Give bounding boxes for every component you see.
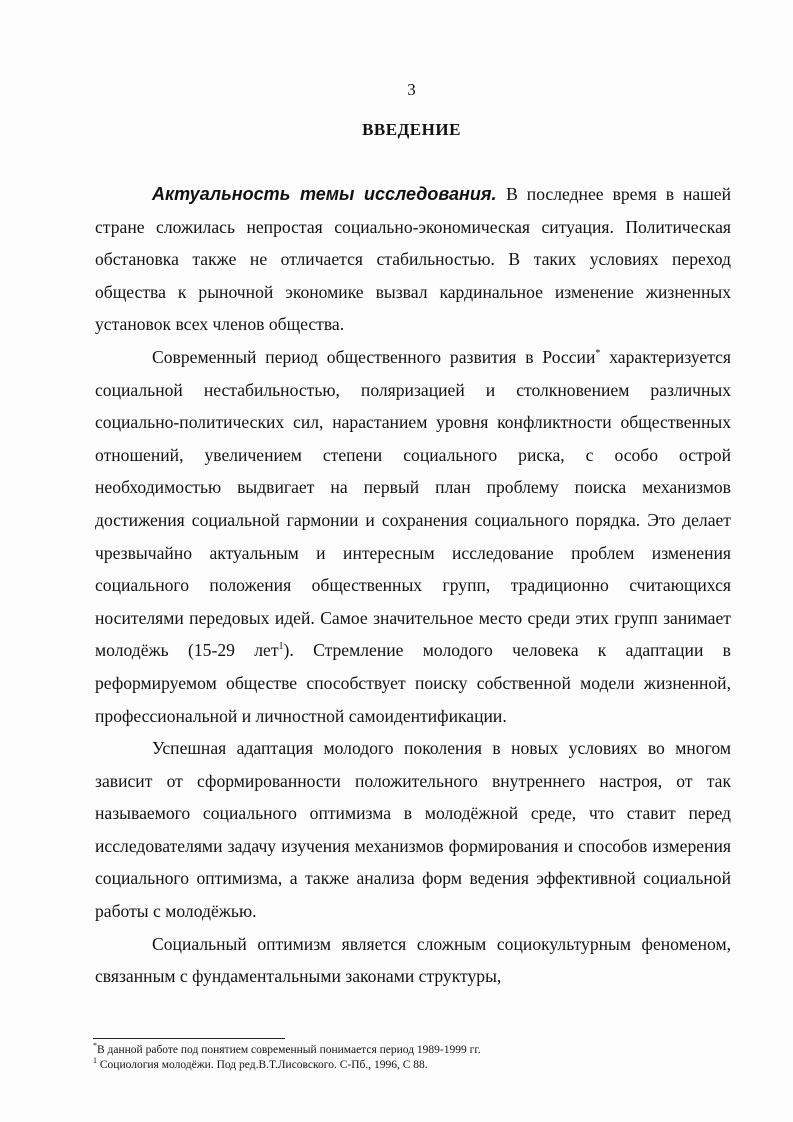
paragraph-2-text-c: ). Стремление молодого человека к адаптации в реформируемом обществе способствует поиску собственной модели жизненной, профессиональной и личностной самоидентификации. [95, 640, 731, 726]
main-text [95, 178, 731, 993]
paragraph-optimism: Социальный оптимизм является сложным социокультурным феноменом, связанным с фундаментальными законами структуры, [95, 933, 731, 987]
footnote-ref-asterisk: * [595, 348, 601, 360]
relevance-lead: Актуальность темы исследования. [152, 184, 497, 204]
page-number: 3 [407, 80, 416, 99]
paragraph-2-text-a: Современный период общественного развития в России [152, 346, 596, 367]
footnote-1-text: Социология молодёжи. Под ред.В.Т.Лисовского. С-Пб., 1996, С 88. [99, 1059, 428, 1071]
paragraph-2-text-b: характеризуется социальной нестабильностью, поляризацией и столкновением различных социально-политических сил, нарастанием уровня конфликтности общественных отношений, увеличением степени социального риска, с особо острой необходимостью выдвигает на первый план проблему поиска механизмов достижения социальной гармонии и сохранения социального порядка. Это делает чрезвычайно актуальным и интересным исследование проблем изменения социального положения общественных групп, традиционно считающихся носителями передовых идей. Самое значительное место среди этих групп занимает молодёжь (15-29 лет [95, 346, 731, 661]
footnote-asterisk-mark: * [93, 1041, 97, 1051]
footnote-1-mark: 1 [93, 1056, 97, 1066]
section-heading: ВВЕДЕНИЕ [362, 120, 461, 139]
footnote-ref-1: 1 [278, 641, 284, 653]
footnote-asterisk [93, 1043, 733, 1058]
footnote-divider [93, 1038, 285, 1039]
paragraph-period [95, 341, 731, 732]
paragraph-adaptation: Успешная адаптация молодого поколения в новых условиях во многом зависит от сформированности положительного внутреннего настроя, от так называемого социального оптимизма в молодёжной среде, что ставит перед исследователями задачу изучения механизмов формирования и способов измерения социального оптимизма, а также анализа форм ведения эффективной социальной работы с молодёжью. [95, 738, 731, 922]
footnote-1 [93, 1058, 733, 1073]
footnotes [93, 1043, 733, 1073]
paragraph-1-text: В последнее время в нашей стране сложилась непростая социально-экономическая ситуация. Политическая обстановка также не отличается стабильностью. В таких условиях переход общества к рыночной экономике вызвал кардинальное изменение жизненных установок всех членов общества. [95, 184, 731, 335]
footnote-asterisk-text: В данной работе под понятием современный понимается период 1989-1999 гг. [97, 1044, 481, 1056]
paragraph-relevance [95, 178, 731, 341]
